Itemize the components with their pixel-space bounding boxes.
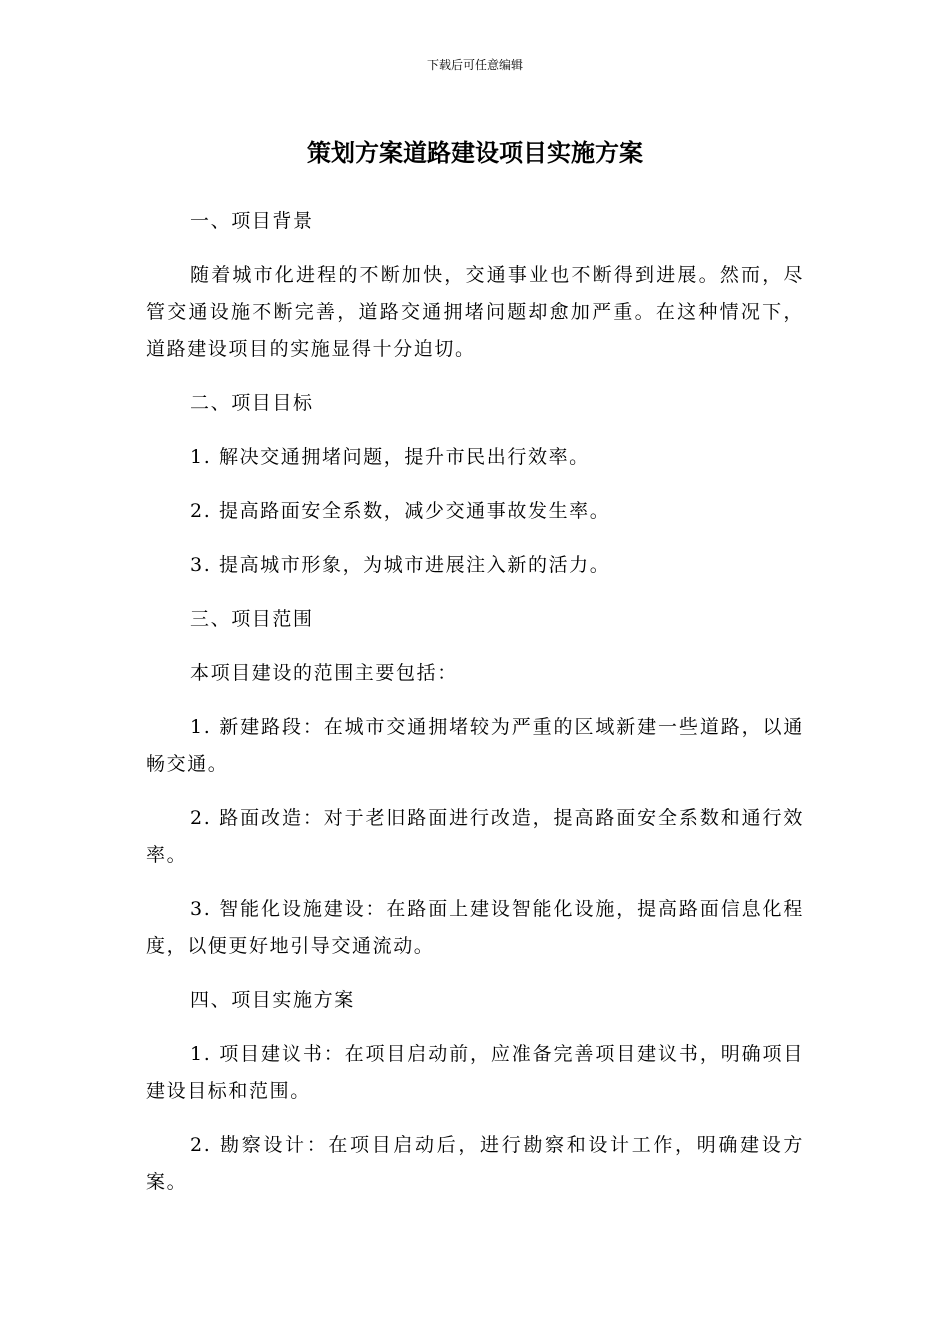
goal-item-2: 2. 提高路面安全系数，减少交通事故发生率。 — [190, 500, 611, 522]
scope-item-2: 2. 路面改造：对于老旧路面进行改造，提高路面安全系数和通行效率。 — [146, 807, 804, 866]
section-heading-background: 一、项目背景 — [190, 210, 314, 232]
goal-item-1: 1. 解决交通拥堵问题，提升市民出行效率。 — [190, 446, 590, 468]
scope-item-3: 3. 智能化设施建设：在路面上建设智能化设施，提高路面信息化程度，以便更好地引导交通流动。 — [146, 898, 804, 957]
plan-item-2: 2. 勘察设计：在项目启动后，进行勘察和设计工作，明确建设方案。 — [146, 1134, 804, 1193]
section-heading-plan: 四、项目实施方案 — [190, 989, 355, 1011]
scope-item-1: 1. 新建路段：在城市交通拥堵较为严重的区域新建一些道路，以通畅交通。 — [146, 716, 804, 775]
document-body — [146, 203, 804, 1218]
plan-item-1: 1. 项目建议书：在项目启动前，应准备完善项目建议书，明确项目建设目标和范围。 — [146, 1043, 804, 1102]
document-title: 策划方案道路建设项目实施方案 — [307, 139, 643, 167]
goal-item-3: 3. 提高城市形象，为城市进展注入新的活力。 — [190, 554, 611, 576]
section-heading-scope: 三、项目范围 — [190, 608, 314, 630]
header-note: 下载后可任意编辑 — [426, 58, 523, 72]
section-heading-goals: 二、项目目标 — [190, 392, 314, 414]
paragraph-background: 随着城市化进程的不断加快，交通事业也不断得到进展。然而，尽管交通设施不断完善，道路交通拥堵问题却愈加严重。在这种情况下，道路建设项目的实施显得十分迫切。 — [146, 264, 804, 360]
scope-intro: 本项目建设的范围主要包括： — [190, 662, 458, 684]
